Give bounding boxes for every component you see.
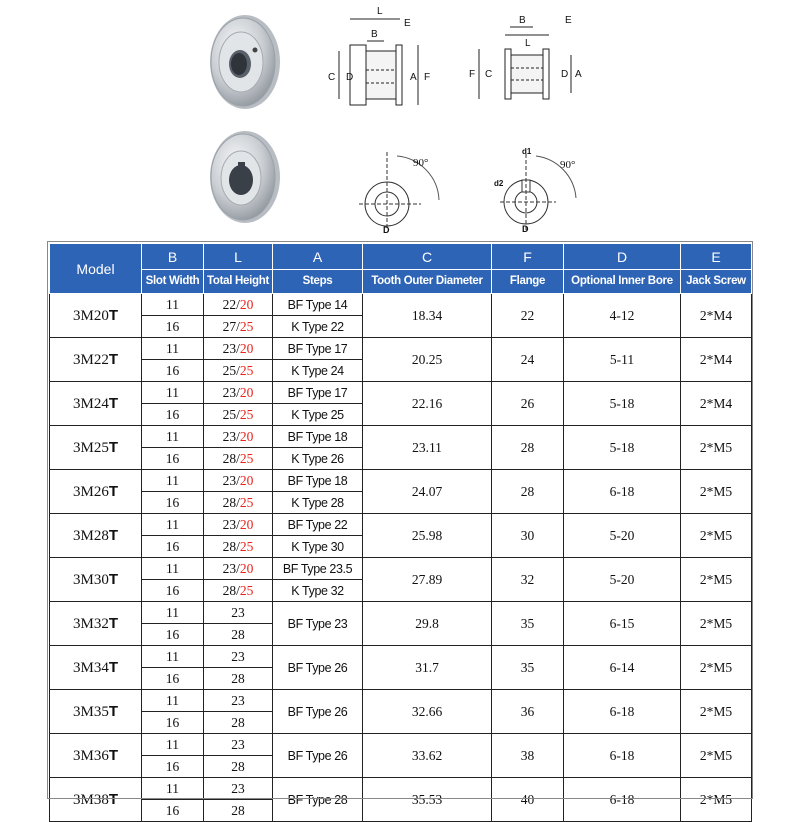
col-letter-b: B (142, 244, 204, 270)
model-suffix: T (108, 702, 118, 720)
total-height-value: 23 (231, 648, 245, 664)
total-height-value: 23/ (222, 428, 240, 444)
jack-screw-cell: 2*M5 (681, 778, 752, 822)
label-L: L (525, 38, 531, 49)
inner-bore-cell: 5-20 (564, 558, 681, 602)
label-F: F (424, 72, 431, 83)
model-number: 3M34 (72, 659, 109, 676)
total-height-value: 25/ (222, 406, 240, 422)
total-height-alt-value: 20 (239, 296, 254, 312)
flange-cell: 32 (492, 558, 564, 602)
flange-cell: 40 (492, 778, 564, 822)
model-cell (50, 558, 142, 602)
slot-width-cell: 11 (142, 602, 204, 624)
steps-cell: BF Type 18 (273, 470, 363, 492)
inner-bore-cell: 5-11 (564, 338, 681, 382)
col-letter-f: F (492, 244, 564, 270)
inner-bore-cell: 6-18 (564, 690, 681, 734)
label-D: D (383, 225, 390, 234)
model-cell (50, 734, 142, 778)
steps-cell: BF Type 26 (273, 690, 363, 734)
total-height-cell (204, 558, 273, 580)
tooth-outer-diameter-cell: 27.89 (363, 558, 492, 602)
model-number: 3M24 (72, 395, 109, 412)
table-row (50, 734, 752, 756)
total-height-cell (204, 712, 273, 734)
model-number: 3M32 (72, 615, 109, 632)
slot-width-cell: 11 (142, 646, 204, 668)
slot-width-cell: 11 (142, 734, 204, 756)
total-height-cell (204, 338, 273, 360)
table-row (50, 602, 752, 624)
total-height-alt-value: 20 (239, 560, 254, 576)
total-height-alt-value: 20 (239, 428, 254, 444)
inner-bore-cell: 5-18 (564, 426, 681, 470)
pulley-photo-keyway-bore (205, 128, 281, 226)
model-suffix: T (108, 746, 118, 764)
total-height-cell (204, 426, 273, 448)
total-height-value: 23/ (222, 516, 240, 532)
total-height-cell (204, 536, 273, 558)
model-suffix: T (108, 306, 118, 324)
model-number: 3M36 (72, 747, 109, 764)
total-height-cell (204, 514, 273, 536)
label-C: C (485, 69, 493, 80)
total-height-value: 28/ (222, 582, 240, 598)
inner-bore-cell: 5-18 (564, 382, 681, 426)
total-height-value: 23 (231, 604, 245, 620)
inner-bore-cell: 6-18 (564, 470, 681, 514)
slot-width-cell: 16 (142, 448, 204, 470)
total-height-value: 23/ (222, 472, 240, 488)
total-height-value: 28 (231, 714, 245, 730)
slot-width-cell: 16 (142, 492, 204, 514)
tooth-outer-diameter-cell: 22.16 (363, 382, 492, 426)
steps-cell: BF Type 17 (273, 382, 363, 404)
total-height-cell (204, 316, 273, 338)
model-number: 3M26 (72, 483, 109, 500)
table-row (50, 778, 752, 800)
total-height-cell (204, 668, 273, 690)
side-section-drawing-double-flange (465, 5, 590, 110)
label-angle: 90° (413, 157, 429, 169)
steps-cell: BF Type 23 (273, 602, 363, 646)
jack-screw-cell: 2*M5 (681, 602, 752, 646)
table-row (50, 646, 752, 668)
col-name-optional-inner-bore: Optional Inner Bore (564, 270, 681, 294)
jack-screw-cell: 2*M5 (681, 646, 752, 690)
slot-width-cell: 16 (142, 580, 204, 602)
jack-screw-cell: 2*M5 (681, 690, 752, 734)
col-letter-l: L (204, 244, 273, 270)
col-name-jack-screw: Jack Screw (681, 270, 752, 294)
tooth-outer-diameter-cell: 33.62 (363, 734, 492, 778)
label-B: B (519, 15, 526, 26)
jack-screw-cell: 2*M4 (681, 382, 752, 426)
model-suffix: T (108, 350, 118, 368)
tooth-outer-diameter-cell: 25.98 (363, 514, 492, 558)
col-name-flange: Flange (492, 270, 564, 294)
total-height-value: 23 (231, 692, 245, 708)
label-angle: 90° (560, 159, 576, 171)
tooth-outer-diameter-cell: 32.66 (363, 690, 492, 734)
total-height-value: 28/ (222, 538, 240, 554)
total-height-alt-value: 25 (239, 450, 254, 466)
slot-width-cell: 16 (142, 360, 204, 382)
model-cell (50, 514, 142, 558)
model-cell (50, 382, 142, 426)
tooth-outer-diameter-cell: 18.34 (363, 294, 492, 338)
total-height-cell (204, 382, 273, 404)
flange-cell: 35 (492, 602, 564, 646)
steps-cell: BF Type 26 (273, 646, 363, 690)
table-row (50, 426, 752, 448)
col-name-total-height: Total Height (204, 270, 273, 294)
total-height-value: 28/ (222, 494, 240, 510)
slot-width-cell: 11 (142, 778, 204, 800)
flange-cell: 22 (492, 294, 564, 338)
jack-screw-cell: 2*M5 (681, 470, 752, 514)
model-number: 3M25 (72, 439, 109, 456)
model-cell (50, 602, 142, 646)
slot-width-cell: 11 (142, 558, 204, 580)
slot-width-cell: 11 (142, 338, 204, 360)
total-height-alt-value: 20 (239, 384, 254, 400)
flange-cell: 28 (492, 426, 564, 470)
steps-cell: BF Type 22 (273, 514, 363, 536)
total-height-value: 22/ (222, 296, 240, 312)
label-d1: d1 (522, 147, 532, 156)
model-number: 3M22 (72, 351, 109, 368)
side-section-drawing-flanged (322, 5, 442, 127)
total-height-cell (204, 646, 273, 668)
total-height-value: 27/ (222, 318, 240, 334)
steps-cell: K Type 32 (273, 580, 363, 602)
tooth-outer-diameter-cell: 35.53 (363, 778, 492, 822)
slot-width-cell: 16 (142, 800, 204, 822)
inner-bore-cell: 4-12 (564, 294, 681, 338)
total-height-cell (204, 602, 273, 624)
slot-width-cell: 16 (142, 668, 204, 690)
total-height-cell (204, 756, 273, 778)
model-header: Model (50, 244, 142, 294)
model-suffix: T (108, 394, 118, 412)
total-height-cell (204, 404, 273, 426)
label-D: D (561, 69, 569, 80)
total-height-cell (204, 294, 273, 316)
total-height-value: 28 (231, 758, 245, 774)
total-height-value: 23 (231, 780, 245, 796)
label-E: E (565, 15, 572, 26)
model-cell (50, 690, 142, 734)
steps-cell: K Type 24 (273, 360, 363, 382)
total-height-cell (204, 470, 273, 492)
label-A: A (410, 72, 417, 83)
tooth-outer-diameter-cell: 20.25 (363, 338, 492, 382)
front-view-drawing-round (355, 146, 455, 234)
inner-bore-cell: 5-20 (564, 514, 681, 558)
model-cell (50, 338, 142, 382)
model-number: 3M30 (72, 571, 109, 588)
steps-cell: BF Type 23.5 (273, 558, 363, 580)
total-height-value: 23/ (222, 560, 240, 576)
table-row (50, 514, 752, 536)
model-suffix: T (108, 482, 118, 500)
table-row (50, 294, 752, 316)
steps-cell: BF Type 14 (273, 294, 363, 316)
model-number: 3M20 (72, 307, 109, 324)
model-suffix: T (108, 526, 118, 544)
model-suffix: T (108, 790, 118, 808)
jack-screw-cell: 2*M5 (681, 734, 752, 778)
total-height-value: 25/ (222, 362, 240, 378)
total-height-value: 28 (231, 626, 245, 642)
table-row (50, 558, 752, 580)
table-row (50, 382, 752, 404)
slot-width-cell: 16 (142, 536, 204, 558)
table-row (50, 338, 752, 360)
table-row (50, 470, 752, 492)
total-height-cell (204, 624, 273, 646)
total-height-value: 28 (231, 670, 245, 686)
model-suffix: T (108, 614, 118, 632)
total-height-value: 23 (231, 736, 245, 752)
flange-cell: 26 (492, 382, 564, 426)
total-height-alt-value: 20 (239, 516, 254, 532)
steps-cell: K Type 25 (273, 404, 363, 426)
jack-screw-cell: 2*M5 (681, 558, 752, 602)
total-height-cell (204, 690, 273, 712)
col-name-tooth-outer-diameter: Tooth Outer Diameter (363, 270, 492, 294)
slot-width-cell: 11 (142, 514, 204, 536)
model-number: 3M35 (72, 703, 109, 720)
flange-cell: 24 (492, 338, 564, 382)
label-A: A (575, 69, 582, 80)
slot-width-cell: 11 (142, 294, 204, 316)
pulley-photo-round-bore (205, 12, 281, 112)
total-height-cell (204, 778, 273, 800)
model-number: 3M38 (72, 791, 109, 808)
slot-width-cell: 11 (142, 470, 204, 492)
label-d2: d2 (494, 179, 504, 188)
total-height-value: 28/ (222, 450, 240, 466)
total-height-alt-value: 25 (239, 538, 254, 554)
model-cell (50, 426, 142, 470)
inner-bore-cell: 6-18 (564, 778, 681, 822)
model-suffix: T (108, 570, 118, 588)
total-height-cell (204, 492, 273, 514)
slot-width-cell: 11 (142, 426, 204, 448)
flange-cell: 35 (492, 646, 564, 690)
inner-bore-cell: 6-18 (564, 734, 681, 778)
col-letter-a: A (273, 244, 363, 270)
col-letter-e: E (681, 244, 752, 270)
total-height-alt-value: 20 (239, 472, 254, 488)
jack-screw-cell: 2*M4 (681, 338, 752, 382)
model-cell (50, 470, 142, 514)
steps-cell: BF Type 28 (273, 778, 363, 822)
jack-screw-cell: 2*M4 (681, 294, 752, 338)
col-name-slot-width: Slot Width (142, 270, 204, 294)
tooth-outer-diameter-cell: 31.7 (363, 646, 492, 690)
tooth-outer-diameter-cell: 24.07 (363, 470, 492, 514)
flange-cell: 30 (492, 514, 564, 558)
flange-cell: 36 (492, 690, 564, 734)
slot-width-cell: 11 (142, 382, 204, 404)
steps-cell: BF Type 26 (273, 734, 363, 778)
total-height-alt-value: 25 (239, 362, 254, 378)
total-height-alt-value: 20 (239, 340, 254, 356)
slot-width-cell: 16 (142, 404, 204, 426)
total-height-cell (204, 580, 273, 602)
model-cell (50, 646, 142, 690)
header-letters-row (50, 244, 752, 270)
slot-width-cell: 16 (142, 712, 204, 734)
steps-cell: BF Type 18 (273, 426, 363, 448)
slot-width-cell: 16 (142, 624, 204, 646)
flange-cell: 28 (492, 470, 564, 514)
label-B: B (371, 29, 378, 40)
model-suffix: T (108, 658, 118, 676)
total-height-cell (204, 360, 273, 382)
slot-width-cell: 16 (142, 316, 204, 338)
steps-cell: BF Type 17 (273, 338, 363, 360)
inner-bore-cell: 6-15 (564, 602, 681, 646)
total-height-cell (204, 448, 273, 470)
label-E: E (404, 18, 411, 29)
jack-screw-cell: 2*M5 (681, 514, 752, 558)
label-F: F (469, 69, 476, 80)
steps-cell: K Type 22 (273, 316, 363, 338)
slot-width-cell: 16 (142, 756, 204, 778)
pulley-spec-table (49, 243, 752, 822)
spec-table-body (50, 294, 752, 822)
steps-cell: K Type 30 (273, 536, 363, 558)
total-height-cell (204, 734, 273, 756)
tooth-outer-diameter-cell: 29.8 (363, 602, 492, 646)
total-height-value: 28 (231, 802, 245, 818)
jack-screw-cell: 2*M5 (681, 426, 752, 470)
total-height-alt-value: 25 (239, 406, 254, 422)
total-height-alt-value: 25 (239, 582, 254, 598)
flange-cell: 38 (492, 734, 564, 778)
col-letter-d: D (564, 244, 681, 270)
model-number: 3M28 (72, 527, 109, 544)
model-cell (50, 294, 142, 338)
label-L: L (377, 6, 383, 17)
header-names-row (50, 270, 752, 294)
total-height-value: 23/ (222, 384, 240, 400)
front-view-drawing-keyway (490, 146, 590, 234)
col-name-steps: Steps (273, 270, 363, 294)
label-D: D (346, 72, 354, 83)
total-height-value: 23/ (222, 340, 240, 356)
label-C: C (328, 72, 336, 83)
steps-cell: K Type 26 (273, 448, 363, 470)
model-suffix: T (108, 438, 118, 456)
col-letter-c: C (363, 244, 492, 270)
slot-width-cell: 11 (142, 690, 204, 712)
total-height-cell (204, 800, 273, 822)
total-height-alt-value: 25 (239, 494, 254, 510)
label-D: D (522, 224, 529, 234)
table-row (50, 690, 752, 712)
inner-bore-cell: 6-14 (564, 646, 681, 690)
steps-cell: K Type 28 (273, 492, 363, 514)
tooth-outer-diameter-cell: 23.11 (363, 426, 492, 470)
total-height-alt-value: 25 (239, 318, 254, 334)
